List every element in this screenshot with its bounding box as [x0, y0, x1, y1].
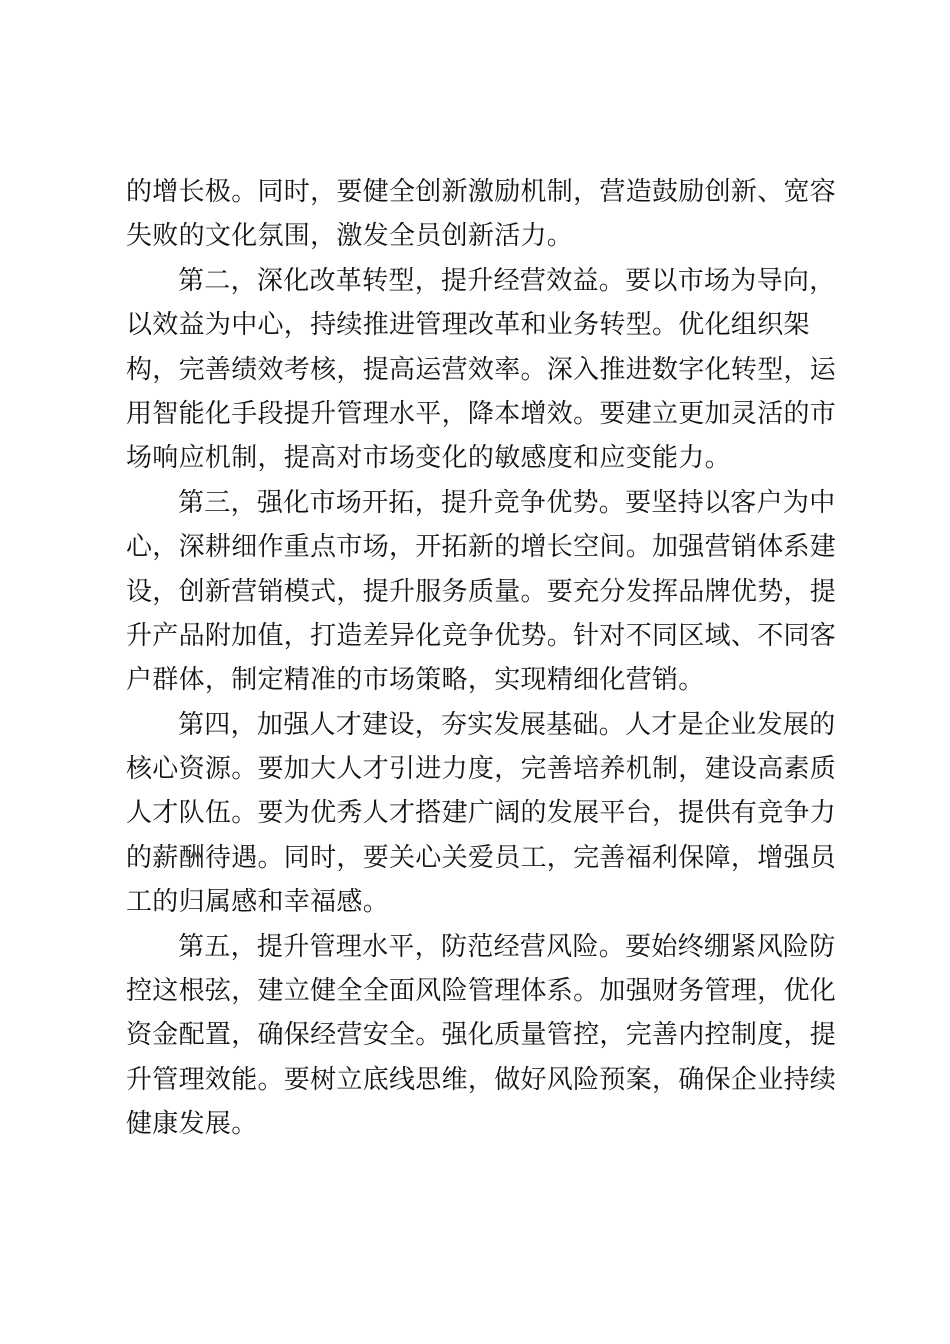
text-line: 健康发展。 [126, 1109, 258, 1140]
text-line: 心，深耕细作重点市场，开拓新的增长空间。加强营销体系建 [126, 532, 837, 563]
text-line: 的薪酬待遇。同时，要关心关爱员工，完善福利保障，增强员 [126, 842, 837, 873]
text-line: 升管理效能。要树立底线思维，做好风险预案，确保企业持续 [126, 1064, 837, 1095]
text-line: 户群体，制定精准的市场策略，实现精细化营销。 [126, 665, 705, 696]
text-line: 资金配置，确保经营安全。强化质量管控，完善内控制度，提 [126, 1020, 837, 1051]
text-line: 失败的文化氛围，激发全员创新活力。 [126, 221, 574, 252]
text-line: 构，完善绩效考核，提高运营效率。深入推进数字化转型，运 [126, 354, 837, 385]
text-line: 设，创新营销模式，提升服务质量。要充分发挥品牌优势，提 [126, 576, 837, 607]
text-line: 场响应机制，提高对市场变化的敏感度和应变能力。 [126, 443, 731, 474]
text-line: 升产品附加值，打造差异化竞争优势。针对不同区域、不同客 [126, 620, 837, 651]
body-text [126, 170, 837, 1147]
paragraph-heading-line: 第二，深化改革转型，提升经营效益。要以市场为导向， [178, 265, 836, 296]
paragraph-heading-line: 第五，提升管理水平，防范经营风险。要始终绷紧风险防 [178, 931, 836, 962]
paragraph-heading-line: 第三，强化市场开拓，提升竞争优势。要坚持以客户为中 [178, 487, 836, 518]
text-line: 人才队伍。要为优秀人才搭建广阔的发展平台，提供有竞争力 [126, 798, 837, 829]
text-line: 工的归属感和幸福感。 [126, 887, 390, 918]
text-line: 控这根弦，建立健全全面风险管理体系。加强财务管理，优化 [126, 976, 837, 1007]
text-line: 核心资源。要加大人才引进力度，完善培养机制，建设高素质 [126, 754, 837, 785]
paragraph-heading-line: 第四，加强人才建设，夯实发展基础。人才是企业发展的 [178, 709, 836, 740]
text-line: 的增长极。同时，要健全创新激励机制，营造鼓励创新、宽容 [126, 177, 837, 207]
text-line: 用智能化手段提升管理水平，降本增效。要建立更加灵活的市 [126, 398, 837, 429]
text-line: 以效益为中心，持续推进管理改革和业务转型。优化组织架 [126, 310, 810, 341]
